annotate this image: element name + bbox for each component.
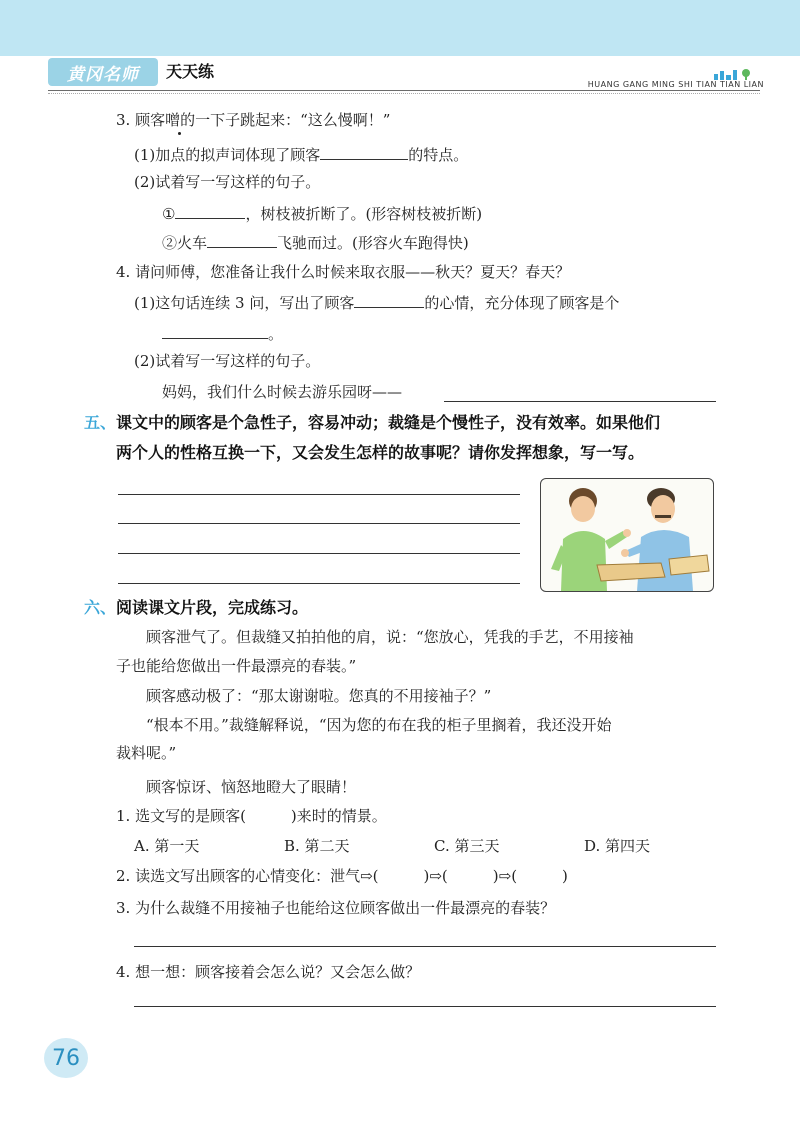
sec6-q1-option-c[interactable]: C. 第三天 <box>434 837 500 855</box>
header-divider-dotted <box>48 93 760 94</box>
q3-sub1-blank[interactable] <box>320 143 408 160</box>
sec6-title: 阅读课文片段，完成练习。 <box>116 598 309 617</box>
q3-stem: 3. 顾客噌的一下子跳起来：“这么慢啊！” <box>116 111 391 129</box>
sec6-q4-answer-line[interactable] <box>134 1006 716 1007</box>
sec5-line1 <box>84 413 660 433</box>
q3-item1 <box>162 202 482 224</box>
q4-sub1-before: (1)这句话连续 3 问，写出了顾客 <box>134 294 355 312</box>
sec5-answer-line-1[interactable] <box>118 494 520 495</box>
sec6-q4: 4. 想一想：顾客接着会怎么说？又会怎么做？ <box>116 963 421 981</box>
q4-sub1-mid: 的心情，充分体现了顾客是个 <box>424 294 620 312</box>
header-band <box>0 0 800 56</box>
q3-sub2: (2)试着写一写这样的句子。 <box>134 173 321 191</box>
q3-sub1 <box>134 143 468 165</box>
q4-sub1-end: 。 <box>268 325 284 343</box>
sec6-q2: 2. 读选文写出顾客的心情变化：泄气⇨( )⇨( )⇨( ) <box>116 867 568 885</box>
q4-sub1 <box>134 291 619 313</box>
q3-item1-after: ，树枝被折断了。(形容树枝被折断) <box>245 205 483 223</box>
page-number: 76 <box>44 1038 88 1078</box>
q4-example: 妈妈，我们什么时候去游乐园呀—— <box>162 383 403 401</box>
sec5-answer-line-4[interactable] <box>118 583 520 584</box>
logo-text: 黄冈名师 <box>67 64 139 85</box>
sec6-number: 六、 <box>84 598 117 617</box>
q4-answer-line[interactable] <box>444 401 716 402</box>
q3-item1-before: ① <box>162 205 176 223</box>
emphasis-dot <box>178 132 181 135</box>
brand-logo <box>48 58 158 86</box>
sec6-q3: 3. 为什么裁缝不用接袖子也能给这位顾客做出一件最漂亮的春装？ <box>116 899 556 917</box>
skyline-icon <box>712 68 760 80</box>
q3-item1-blank[interactable] <box>175 202 245 219</box>
sec5-text-line1: 课文中的顾客是个急性子，容易冲动；裁缝是个慢性子，没有效率。如果他们 <box>116 413 661 432</box>
illustration-drawing <box>541 479 713 591</box>
sec6-q3-answer-line[interactable] <box>134 946 716 947</box>
q4-sub2: (2)试着写一写这样的句子。 <box>134 352 321 370</box>
sec6-p1-line2: 子也能给您做出一件最漂亮的春装。” <box>116 657 357 675</box>
sec5-number: 五、 <box>84 413 117 432</box>
sec6-q1: 1. 选文写的是顾客( )来时的情景。 <box>116 807 387 825</box>
sec5-answer-line-3[interactable] <box>118 553 520 554</box>
q3-sub1-before: (1)加点的拟声词体现了顾客 <box>134 146 321 164</box>
brand-english: HUANG GANG MING SHI TIAN TIAN LIAN <box>587 80 764 89</box>
q3-item2-after: 飞驰而过。(形容火车跑得快) <box>277 234 469 252</box>
q3-item2 <box>162 231 469 253</box>
sec5-answer-line-2[interactable] <box>118 523 520 524</box>
header-title: 天天练 <box>166 62 215 81</box>
sec6-p1-line1: 顾客泄气了。但裁缝又拍拍他的肩，说：“您放心，凭我的手艺，不用接袖 <box>146 628 634 646</box>
q4-sub1-cont <box>162 322 283 344</box>
q3-item2-before: ②火车 <box>162 234 208 252</box>
sec6-p4: 顾客惊讶、恼怒地瞪大了眼睛！ <box>146 778 357 796</box>
q3-item2-blank[interactable] <box>207 231 277 248</box>
q3-sub1-after: 的特点。 <box>408 146 469 164</box>
sec6-q1-option-d[interactable]: D. 第四天 <box>584 837 651 855</box>
q4-stem: 4. 请问师傅，您准备让我什么时候来取衣服——秋天？夏天？春天？ <box>116 263 571 281</box>
sec6-heading <box>84 598 308 618</box>
header-divider <box>48 90 760 91</box>
sec6-p3-line2: 裁料呢。” <box>116 744 177 762</box>
sec5-line2: 两个人的性格互换一下，又会发生怎样的故事呢？请你发挥想象，写一写。 <box>116 443 645 462</box>
sec6-q1-option-b[interactable]: B. 第二天 <box>284 837 350 855</box>
sec6-p3-line1: “根本不用。”裁缝解释说，“因为您的布在我的柜子里搁着，我还没开始 <box>146 716 612 734</box>
tailor-customer-illustration <box>540 478 714 592</box>
q4-sub1-blank2[interactable] <box>162 322 268 339</box>
q4-sub1-blank1[interactable] <box>354 291 424 308</box>
sec6-p2: 顾客感动极了：“那太谢谢啦。您真的不用接袖子？” <box>146 687 492 705</box>
sec6-q1-option-a[interactable]: A. 第一天 <box>134 837 200 855</box>
